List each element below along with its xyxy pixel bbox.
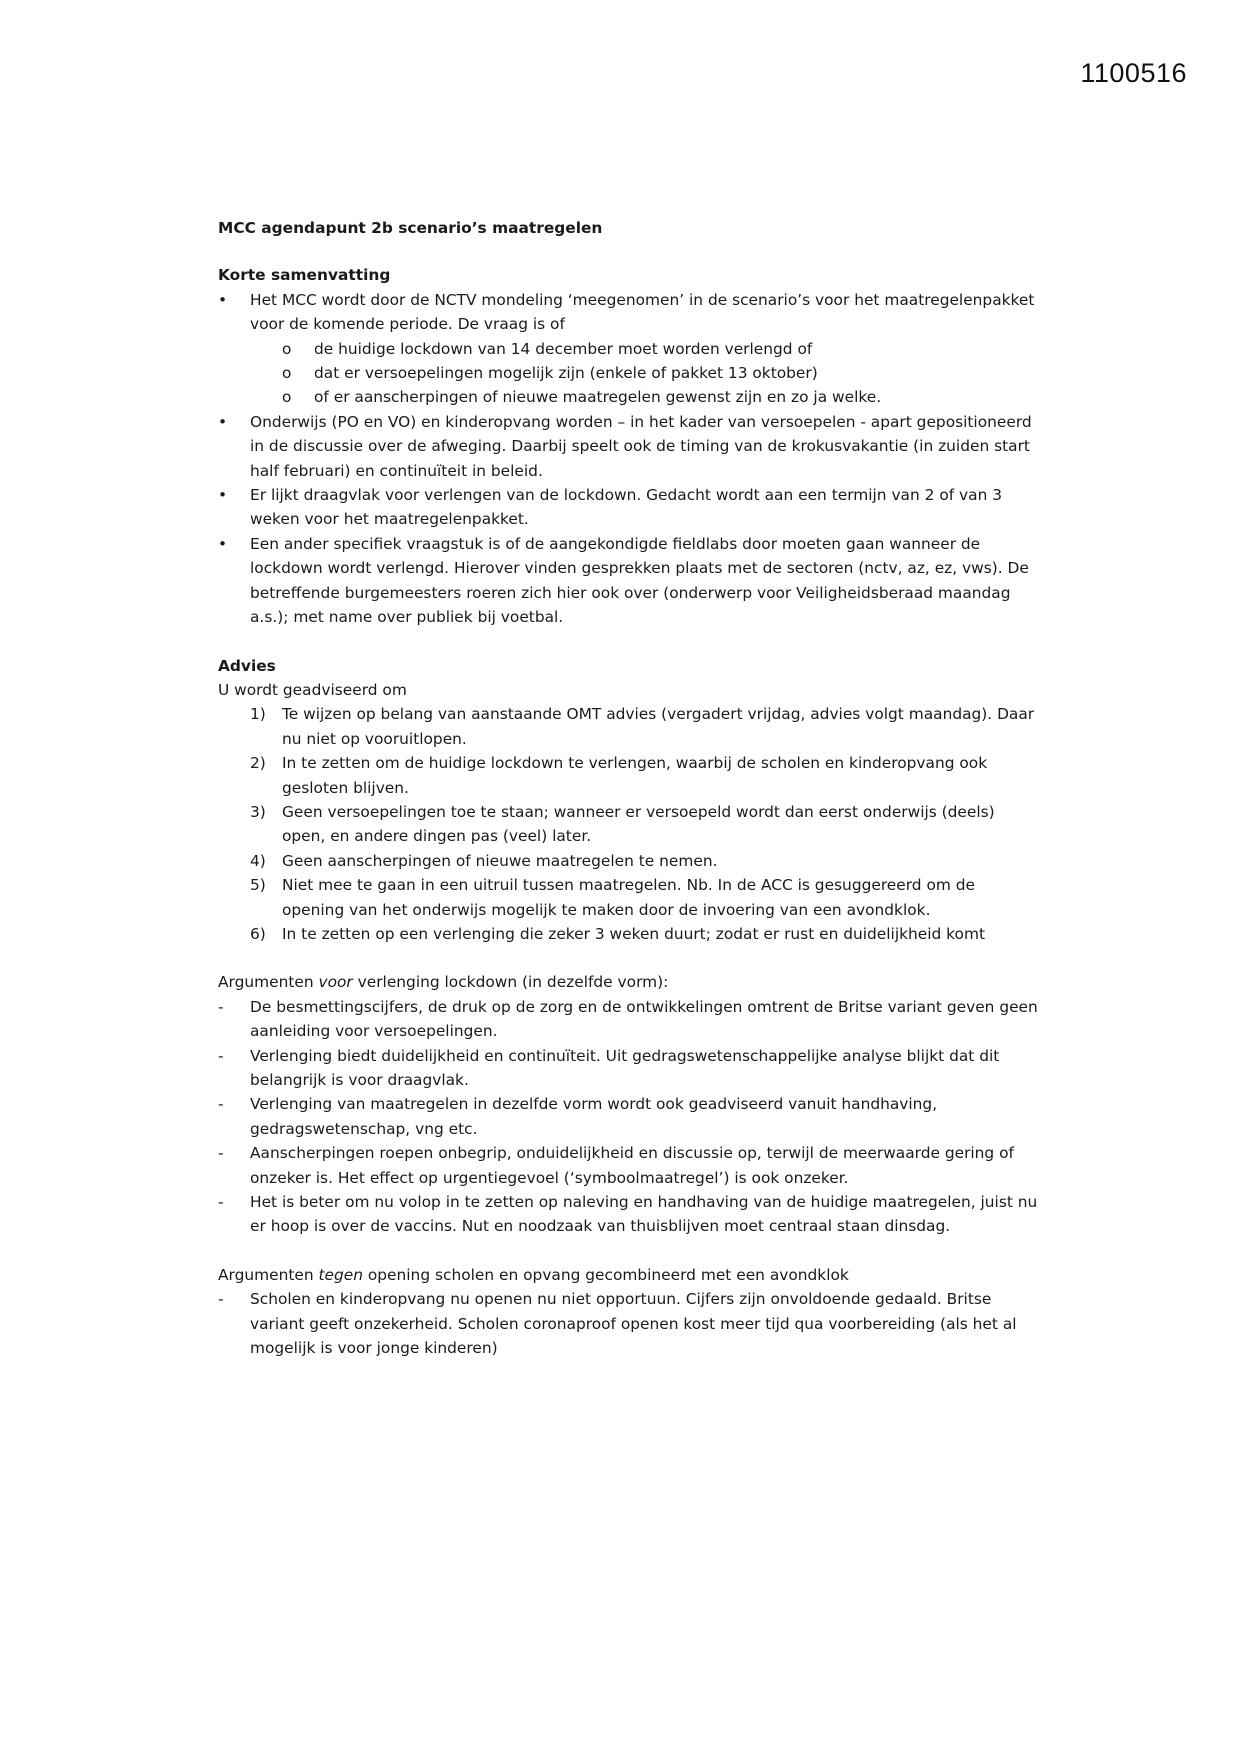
summary-item-text: Het MCC wordt door de NCTV mondeling ‘meegenomen’ in de scenario’s voor het maatregelenpakket voor de komende periode. De vraag is of (250, 290, 1035, 334)
arguments-for-intro-end: verlenging lockdown (in dezelfde vorm): (352, 973, 669, 992)
advice-item-text: In te zetten op een verlenging die zeker 3 weken duurt; zodat er rust en duidelijkheid komt (282, 924, 985, 943)
sub-bullet-marker: o (282, 364, 292, 383)
document-number: 1100516 (1080, 58, 1187, 88)
summary-item (218, 288, 1038, 410)
dash-marker: - (218, 1095, 224, 1114)
summary-item-text: Onderwijs (PO en VO) en kinderopvang worden – in het kader van versoepelen - apart gepositioneerd in de discussie over de afweging. Daarbij speelt ook de timing van de krokusvakantie (in zuiden start half februari) en continuïteit in beleid. (250, 412, 1032, 480)
bullet-marker: • (218, 486, 228, 505)
advice-item (218, 800, 1038, 849)
dash-marker: - (218, 997, 224, 1016)
sub-bullet-marker: o (282, 339, 292, 358)
arguments-for-section (218, 970, 1038, 1238)
advice-heading: Advies (218, 656, 276, 675)
bullet-marker: • (218, 534, 228, 553)
dash-marker: - (218, 1046, 224, 1065)
advice-item-text: Geen aanscherpingen of nieuwe maatregelen te nemen. (282, 851, 718, 870)
advice-item (218, 873, 1038, 922)
dash-marker: - (218, 1144, 224, 1163)
summary-item (218, 410, 1038, 483)
advice-list (218, 702, 1038, 946)
dash-marker: - (218, 1290, 224, 1309)
summary-item-text: Een ander specifiek vraagstuk is of de aangekondigde fieldlabs door moeten gaan wanneer de lockdown wordt verlengd. Hierover vinden gesprekken plaats met de sectoren (nctv, az, ez, vws). De betreffende burgemeesters roeren zich hier ook over (onderwerp voor Veiligheidsberaad maandag a.s.); met name over publiek bij voetbal. (250, 534, 1029, 627)
arguments-against-intro-emphasis: tegen (318, 1265, 363, 1284)
advice-item-text: Te wijzen op belang van aanstaande OMT advies (vergadert vrijdag, advies volgt maandag). Daar nu niet op vooruitlopen. (282, 705, 1035, 748)
advice-item-text: Geen versoepelingen toe te staan; wanneer er versoepeld wordt dan eerst onderwijs (deels) open, en andere dingen pas (veel) later. (282, 802, 995, 846)
argument-item (218, 1092, 1038, 1141)
advice-item (218, 922, 1038, 946)
summary-section (218, 263, 1038, 629)
advice-item (218, 849, 1038, 873)
summary-sub-item (218, 361, 1038, 385)
argument-item-text: Aanscherpingen roepen onbegrip, onduidelijkheid en discussie op, terwijl de meerwaarde gering of onzeker is. Het effect op urgentiegevoel (‘symboolmaatregel’) is ook onzeker. (250, 1144, 1014, 1187)
advice-item-number: 3) (250, 802, 266, 821)
summary-sub-item-text: dat er versoepelingen mogelijk zijn (enkele of pakket 13 oktober) (314, 364, 818, 383)
argument-item (218, 1287, 1038, 1360)
arguments-for-intro-start: Argumenten (218, 973, 319, 992)
summary-item (218, 532, 1038, 630)
arguments-against-intro (218, 1263, 1038, 1287)
advice-item (218, 702, 1038, 751)
arguments-against-intro-start: Argumenten (218, 1265, 319, 1284)
summary-sub-item (218, 385, 1038, 409)
advice-section (218, 654, 1038, 947)
dash-marker: - (218, 1193, 224, 1212)
advice-item-number: 5) (250, 876, 266, 895)
summary-sub-list (218, 337, 1038, 410)
bullet-marker: • (218, 290, 228, 309)
summary-item (218, 483, 1038, 532)
argument-item (218, 1141, 1038, 1190)
advice-item-number: 6) (250, 924, 266, 943)
argument-item (218, 1190, 1038, 1239)
arguments-against-section (218, 1263, 1038, 1361)
arguments-against-list (218, 1287, 1038, 1360)
argument-item (218, 1044, 1038, 1093)
document-body (218, 216, 1038, 1360)
bullet-marker: • (218, 412, 228, 431)
argument-item (218, 995, 1038, 1044)
arguments-for-list (218, 995, 1038, 1239)
summary-sub-item-text: de huidige lockdown van 14 december moet worden verlengd of (314, 339, 813, 358)
advice-item-text: In te zetten om de huidige lockdown te verlengen, waarbij de scholen en kinderopvang ook gesloten blijven. (282, 754, 988, 797)
argument-item-text: De besmettingscijfers, de druk op de zorg en de ontwikkelingen omtrent de Britse variant geven geen aanleiding voor versoepelingen. (250, 997, 1038, 1041)
advice-item-text: Niet mee te gaan in een uitruil tussen maatregelen. Nb. In de ACC is gesuggereerd om de opening van het onderwijs mogelijk te maken door de invoering van een avondklok. (282, 876, 976, 919)
argument-item-text: Verlenging van maatregelen in dezelfde vorm wordt ook geadviseerd vanuit handhaving, gedragswetenschap, vng etc. (250, 1095, 938, 1138)
summary-sub-item (218, 337, 1038, 361)
advice-item-number: 4) (250, 851, 266, 870)
sub-bullet-marker: o (282, 388, 292, 407)
advice-item (218, 751, 1038, 800)
document-title: MCC agendapunt 2b scenario’s maatregelen (218, 219, 603, 237)
summary-sub-item-text: of er aanscherpingen of nieuwe maatregelen gewenst zijn en zo ja welke. (314, 388, 882, 407)
argument-item-text: Het is beter om nu volop in te zetten op naleving en handhaving van de huidige maatregelen, juist nu er hoop is over de vaccins. Nut en noodzaak van thuisblijven moet centraal staan dinsdag. (250, 1193, 1038, 1236)
arguments-for-intro-emphasis: voor (318, 973, 353, 992)
advice-item-number: 1) (250, 705, 266, 724)
advice-intro: U wordt geadviseerd om (218, 680, 407, 699)
advice-item-number: 2) (250, 754, 266, 773)
argument-item-text: Verlenging biedt duidelijkheid en continuïteit. Uit gedragswetenschappelijke analyse blijkt dat dit belangrijk is voor draagvlak. (250, 1046, 1000, 1089)
summary-list (218, 288, 1038, 630)
summary-heading: Korte samenvatting (218, 266, 391, 285)
summary-item-text: Er lijkt draagvlak voor verlengen van de lockdown. Gedacht wordt aan een termijn van 2 of van 3 weken voor het maatregelenpakket. (250, 486, 1003, 529)
arguments-for-intro (218, 970, 1038, 994)
argument-item-text: Scholen en kinderopvang nu openen nu niet opportuun. Cijfers zijn onvoldoende gedaald. Britse variant geeft onzekerheid. Scholen coronaproof openen kost meer tijd qua voorbereiding (als het al mogelijk is voor jonge kinderen) (250, 1290, 1017, 1358)
arguments-against-intro-end: opening scholen en opvang gecombineerd met een avondklok (362, 1265, 849, 1284)
